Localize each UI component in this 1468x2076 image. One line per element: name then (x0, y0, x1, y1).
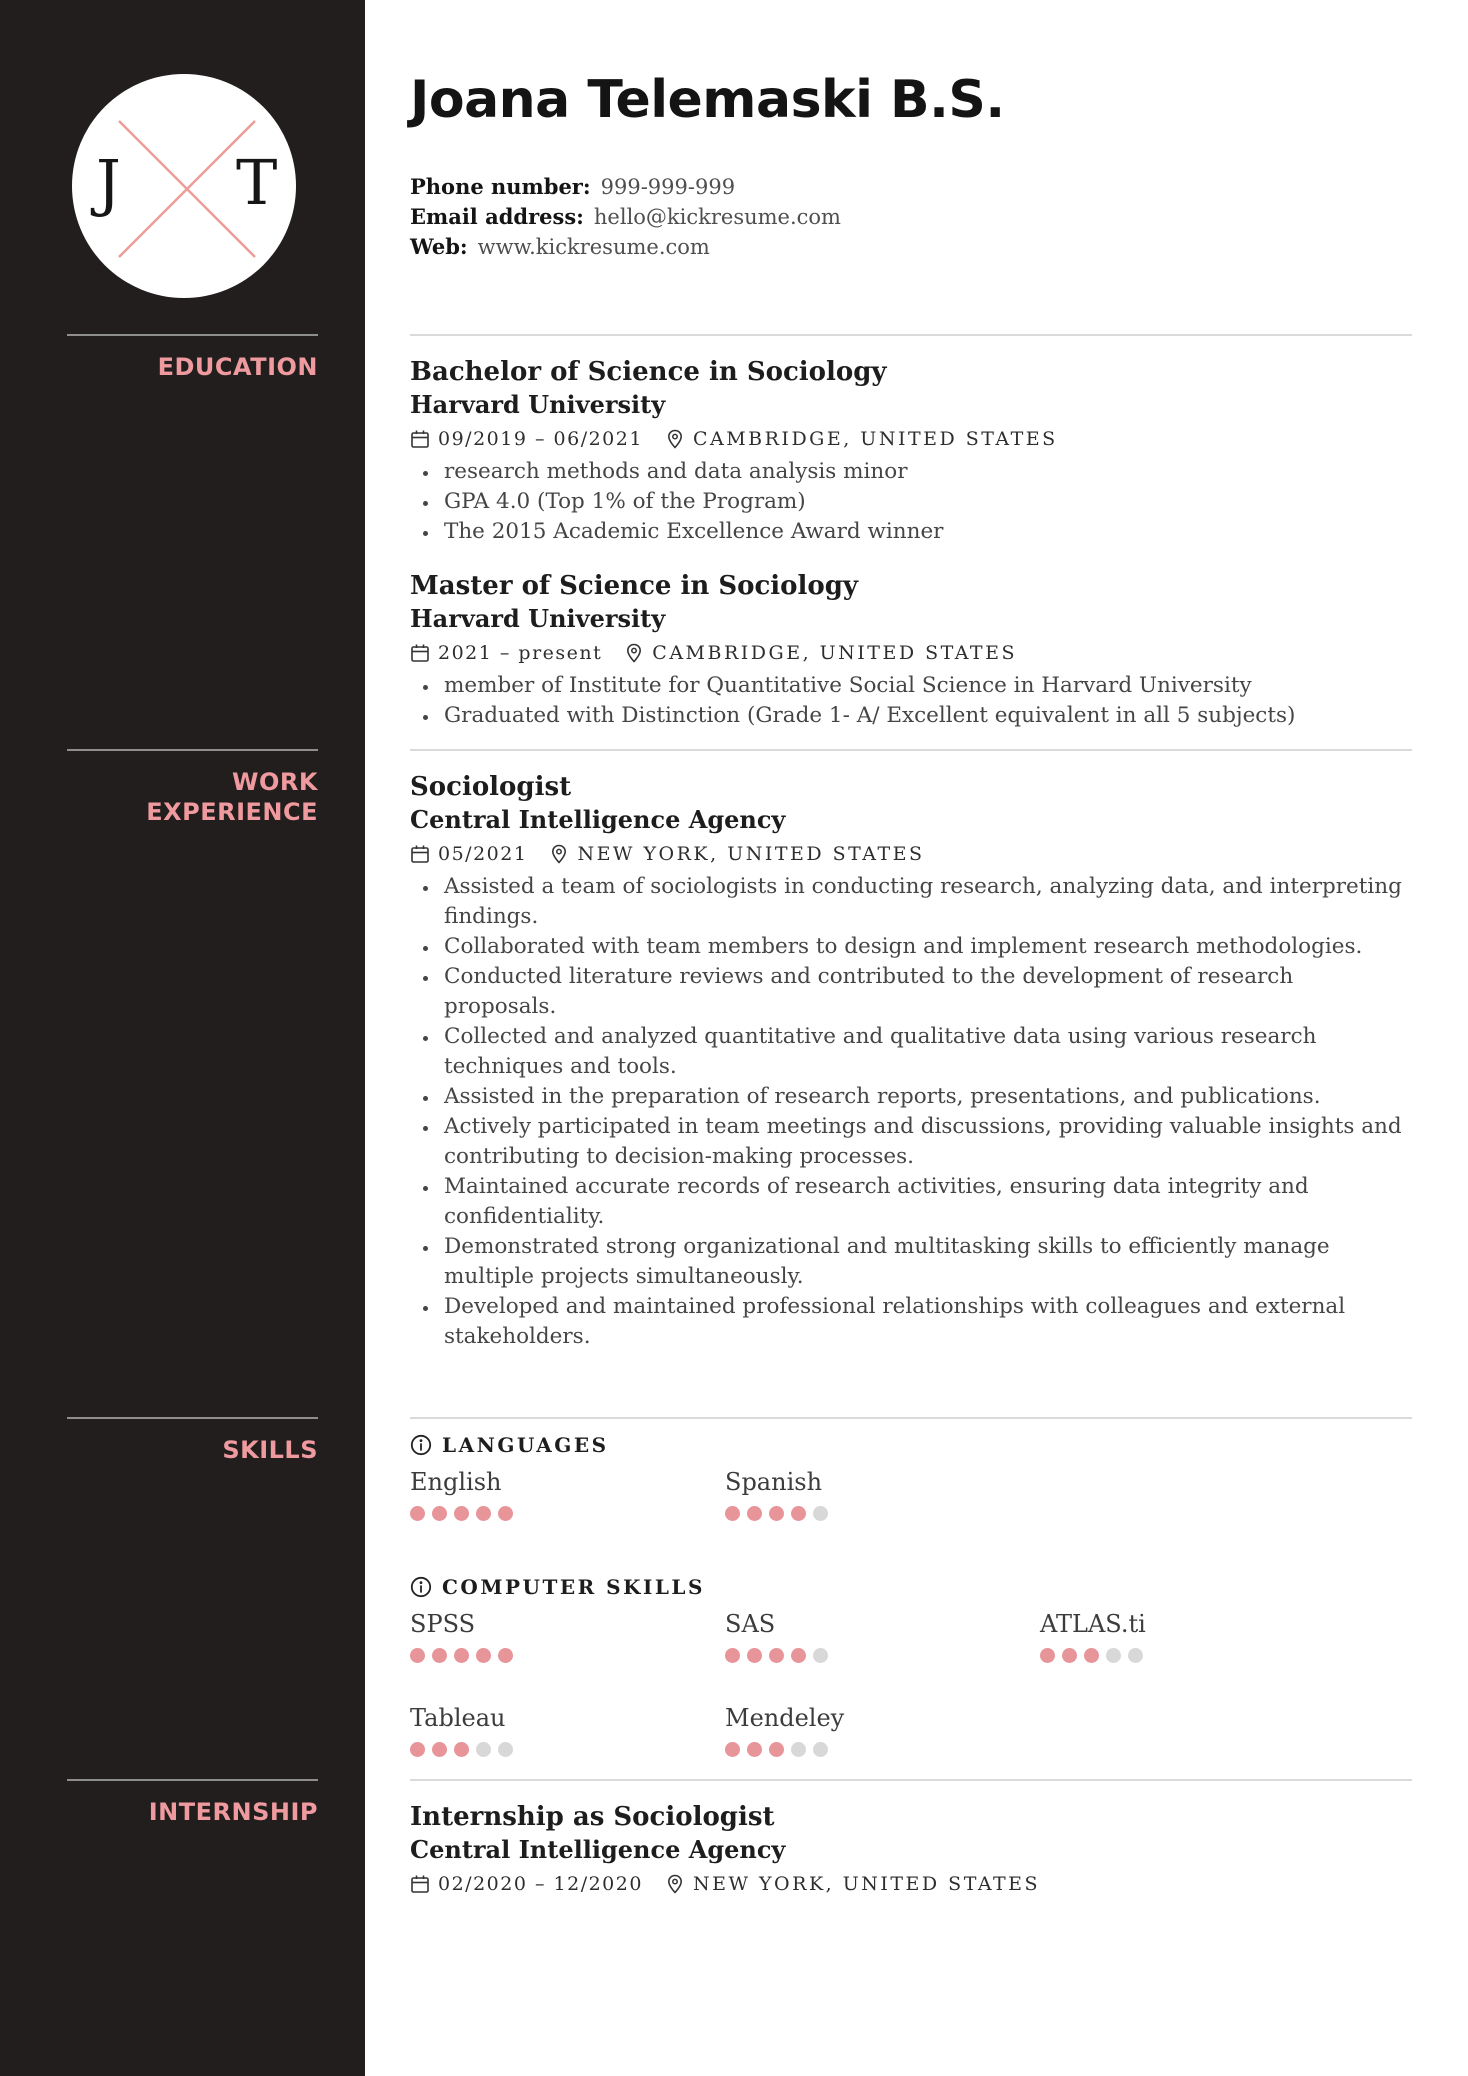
sidebar-divider (67, 749, 318, 751)
location: CAMBRIDGE, UNITED STATES (692, 428, 1058, 450)
skill-dot-filled (1040, 1648, 1055, 1663)
education-entry (410, 569, 1412, 731)
sidebar-item-work-experience (67, 749, 318, 827)
education-entry (410, 355, 1412, 547)
contact-row (410, 202, 1412, 232)
degree-title: Bachelor of Science in Sociology (410, 357, 887, 387)
bullet-list (410, 457, 1412, 547)
bullet-item: • Conducted literature reviews and contributed to the development of research proposals. (440, 962, 1412, 1022)
contact-label: Web: (410, 234, 468, 259)
skill-dot-empty (1106, 1648, 1121, 1663)
sidebar-item-label: SKILLS (222, 1436, 318, 1464)
skill-dot-filled (747, 1506, 762, 1521)
skill-dot-filled (476, 1506, 491, 1521)
header (410, 72, 1412, 262)
location-pin-icon (665, 429, 685, 449)
date-range: 09/2019 – 06/2021 (438, 428, 643, 450)
skill-dot-filled (1062, 1648, 1077, 1663)
skill-item (725, 1467, 1040, 1521)
bullet-item: • research methods and data analysis minor (440, 457, 1412, 487)
skill-dot-filled (454, 1742, 469, 1757)
location: NEW YORK, UNITED STATES (577, 843, 925, 865)
bullet-item: • Collaborated with team members to design and implement research methodologies. (440, 932, 1412, 962)
internship-title: Internship as Sociologist (410, 1802, 775, 1832)
section-internship (410, 1779, 1412, 1899)
internship-entry (410, 1800, 1412, 1899)
skill-dot-filled (791, 1648, 806, 1663)
skill-group-header (410, 1573, 1412, 1601)
skill-dot-filled (432, 1506, 447, 1521)
skill-name: Tableau (410, 1704, 506, 1732)
skill-dot-empty (791, 1742, 806, 1757)
contact-value: 999-999-999 (600, 175, 736, 199)
skill-dot-filled (498, 1648, 513, 1663)
bullet-list (410, 671, 1412, 731)
page-title: Joana Telemaski B.S. (410, 70, 1005, 130)
section-skills (410, 1417, 1412, 1757)
skill-rating (725, 1648, 1040, 1663)
school-name: Harvard University (410, 604, 666, 633)
skill-dot-filled (410, 1742, 425, 1757)
bullet-item: • Assisted in the preparation of research reports, presentations, and publications. (440, 1082, 1412, 1112)
sidebar-divider (67, 1779, 318, 1781)
company-name: Central Intelligence Agency (410, 1835, 786, 1864)
skill-dot-empty (498, 1742, 513, 1757)
sidebar (0, 0, 365, 2076)
skill-item (410, 1609, 725, 1663)
bullet-item: • Assisted a team of sociologists in conducting research, analyzing data, and interpreting findings. (440, 872, 1412, 932)
skill-dot-empty (813, 1506, 828, 1521)
entry-meta (410, 1869, 1412, 1899)
sidebar-item-internship (67, 1779, 318, 1827)
date-range: 02/2020 – 12/2020 (438, 1873, 643, 1895)
skill-rating (725, 1506, 1040, 1521)
bullet-item: • Actively participated in team meetings and discussions, providing valuable insights and contributing to decision-making processes. (440, 1112, 1412, 1172)
skill-dot-filled (725, 1648, 740, 1663)
skill-name: Spanish (725, 1468, 823, 1496)
logo (72, 74, 296, 298)
degree-title: Master of Science in Sociology (410, 571, 859, 601)
calendar-icon (410, 844, 430, 864)
skill-rating (410, 1742, 725, 1757)
skill-grid (410, 1609, 1412, 1757)
skill-name: ATLAS.ti (1040, 1610, 1146, 1638)
skill-group-header (410, 1431, 1412, 1459)
skill-name: SPSS (410, 1610, 476, 1638)
logo-initial-left: J (96, 146, 121, 219)
calendar-icon (410, 643, 430, 663)
skill-item (410, 1467, 725, 1521)
location-pin-icon (549, 844, 569, 864)
entry-meta (410, 424, 1412, 454)
job-title: Sociologist (410, 772, 572, 802)
sidebar-item-label: WORK EXPERIENCE (146, 768, 318, 826)
work-entry (410, 770, 1412, 1352)
contact-label: Phone number: (410, 174, 591, 199)
skill-name: Mendeley (725, 1704, 845, 1732)
calendar-icon (410, 429, 430, 449)
skill-dot-filled (432, 1742, 447, 1757)
sidebar-item-label: EDUCATION (157, 353, 318, 381)
entry-meta (410, 839, 1412, 869)
location: CAMBRIDGE, UNITED STATES (652, 642, 1017, 664)
bullet-item: • Developed and maintained professional relationships with colleagues and external stakeholders. (440, 1292, 1412, 1352)
skill-name: English (410, 1468, 502, 1496)
contact-value: www.kickresume.com (477, 235, 710, 259)
skill-group-computer-skills (410, 1573, 1412, 1757)
skill-dot-filled (432, 1648, 447, 1663)
skill-group-languages (410, 1431, 1412, 1521)
school-name: Harvard University (410, 390, 666, 419)
date-range: 05/2021 (438, 843, 528, 865)
info-icon (410, 1434, 432, 1456)
contact-block (410, 172, 1412, 262)
bullet-list (410, 872, 1412, 1352)
skill-dot-empty (1128, 1648, 1143, 1663)
company-name: Central Intelligence Agency (410, 805, 786, 834)
sidebar-item-label: INTERNSHIP (148, 1798, 318, 1826)
contact-row (410, 172, 1412, 202)
skill-dot-filled (454, 1506, 469, 1521)
section-work-experience (410, 749, 1412, 1352)
skill-dot-filled (410, 1506, 425, 1521)
sidebar-divider (67, 1417, 318, 1419)
skill-dot-filled (725, 1742, 740, 1757)
skill-dot-filled (747, 1648, 762, 1663)
sidebar-item-education (67, 334, 318, 382)
skill-rating (1040, 1648, 1355, 1663)
skill-dot-filled (476, 1648, 491, 1663)
logo-initial-right: T (236, 146, 278, 219)
contact-label: Email address: (410, 204, 584, 229)
bullet-item: • Collected and analyzed quantitative and qualitative data using various research techniques and tools. (440, 1022, 1412, 1082)
skill-dot-empty (813, 1742, 828, 1757)
skill-dot-filled (498, 1506, 513, 1521)
skill-dot-filled (769, 1742, 784, 1757)
bullet-item: • member of Institute for Quantitative Social Science in Harvard University (440, 671, 1412, 701)
contact-value: hello@kickresume.com (593, 205, 841, 229)
location: NEW YORK, UNITED STATES (692, 1873, 1041, 1895)
bullet-item: • The 2015 Academic Excellence Award winner (440, 517, 1412, 547)
bullet-item: • GPA 4.0 (Top 1% of the Program) (440, 487, 1412, 517)
skill-dot-filled (791, 1506, 806, 1521)
section-education (410, 334, 1412, 731)
skill-dot-empty (813, 1648, 828, 1663)
skill-item (725, 1703, 1040, 1757)
date-range: 2021 – present (438, 642, 603, 664)
sidebar-item-skills (67, 1417, 318, 1465)
bullet-item: • Demonstrated strong organizational and multitasking skills to efficiently manage multiple projects simultaneously. (440, 1232, 1412, 1292)
skill-dot-filled (725, 1506, 740, 1521)
location-pin-icon (624, 643, 644, 663)
skill-group-title: COMPUTER SKILLS (442, 1575, 705, 1599)
skill-dot-filled (769, 1506, 784, 1521)
skill-dot-filled (747, 1742, 762, 1757)
skill-rating (725, 1742, 1040, 1757)
skill-name: SAS (725, 1610, 776, 1638)
location-pin-icon (665, 1874, 685, 1894)
skill-dot-filled (454, 1648, 469, 1663)
skill-item (410, 1703, 725, 1757)
skill-rating (410, 1506, 725, 1521)
skill-dot-empty (476, 1742, 491, 1757)
skill-dot-filled (769, 1648, 784, 1663)
calendar-icon (410, 1874, 430, 1894)
bullet-item: • Maintained accurate records of research activities, ensuring data integrity and confidentiality. (440, 1172, 1412, 1232)
skill-item (1040, 1609, 1355, 1663)
contact-row (410, 232, 1412, 262)
skill-grid (410, 1467, 1412, 1521)
bullet-item: • Graduated with Distinction (Grade 1- A/ Excellent equivalent in all 5 subjects) (440, 701, 1412, 731)
skill-dot-filled (410, 1648, 425, 1663)
info-icon (410, 1576, 432, 1598)
sidebar-divider (67, 334, 318, 336)
skill-group-title: LANGUAGES (442, 1433, 609, 1457)
skill-dot-filled (1084, 1648, 1099, 1663)
entry-meta (410, 638, 1412, 668)
skill-rating (410, 1648, 725, 1663)
skill-item (725, 1609, 1040, 1663)
